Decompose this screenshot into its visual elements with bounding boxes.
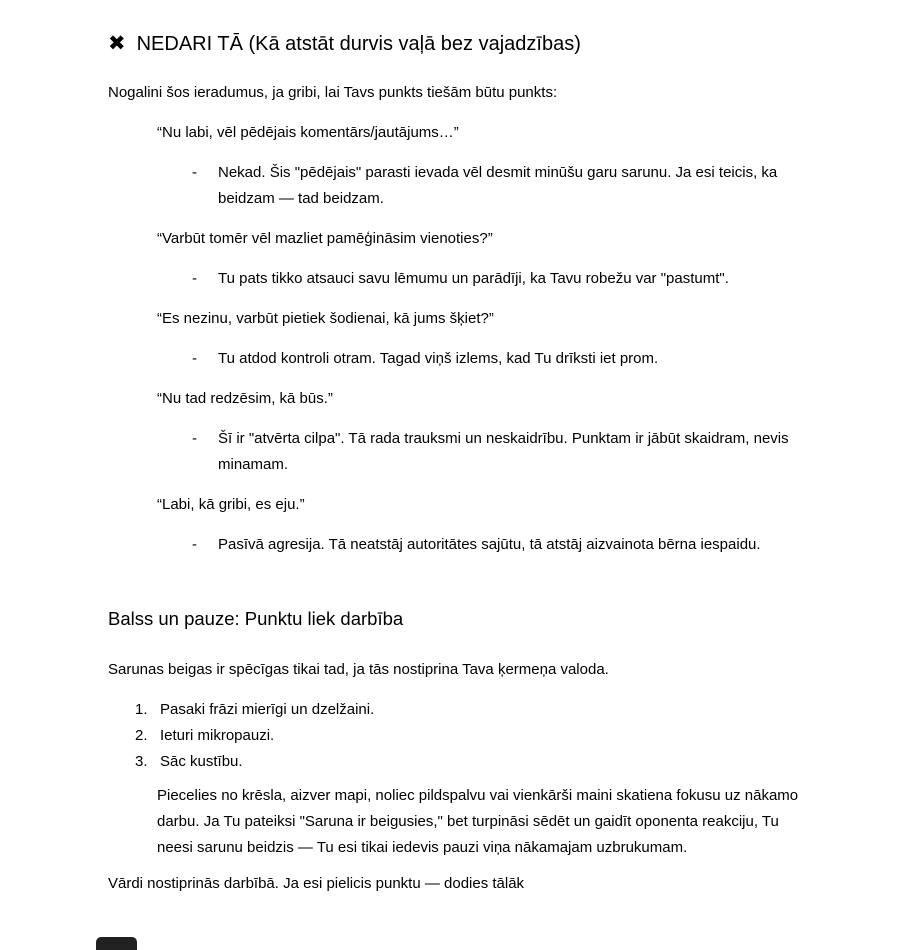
habit-rebuttal-text: Pasīvā agresija. Tā neatstāj autoritātes sajūtu, tā atstāj aizvainota bērna iespaidu. xyxy=(218,536,761,553)
step-list-item xyxy=(108,697,880,723)
step-text: Ieturi mikropauzi. xyxy=(160,727,275,744)
step-list-item xyxy=(108,749,880,775)
habit-rebuttal-text: Tu atdod kontroli otram. Tagad viņš izlems, kad Tu drīksti iet prom. xyxy=(218,350,659,367)
body2-intro-paragraph: Sarunas beigas ir spēcīgas tikai tad, ja tās nostiprina Tava ķermeņa valoda. xyxy=(108,661,609,678)
section-heading-nedari-ta xyxy=(108,32,880,56)
habit-quote: “Nu labi, vēl pēdējais komentārs/jautājums…” xyxy=(157,124,459,141)
habit-rebuttal-text: Šī ir "atvērta cilpa". Tā rada trauksmi un neskaidrību. Punktam ir jābūt skaidram, nevis minamam. xyxy=(218,430,789,473)
closing-paragraph: Vārdi nostiprinās darbībā. Ja esi pielicis punktu — dodies tālāk xyxy=(108,875,525,892)
habit-rebuttal-text: Tu pats tikko atsauci savu lēmumu un parādīji, ka Tavu robežu var "pastumt". xyxy=(218,270,729,287)
x-icon: ✖ xyxy=(108,32,126,55)
dash-bullet-marker: - xyxy=(192,536,197,553)
step-text: Sāc kustību. xyxy=(160,753,243,770)
habits-list xyxy=(108,120,880,558)
habit-quote: “Es nezinu, varbūt pietiek šodienai, kā jums šķiet?” xyxy=(157,310,494,327)
habit-rebuttal-row xyxy=(108,532,880,558)
step-number: 2. xyxy=(135,727,148,744)
steps-list xyxy=(108,697,880,775)
habit-rebuttal-row xyxy=(108,266,880,292)
dash-bullet-marker: - xyxy=(192,164,197,181)
section-heading-balss-un-pauze: Balss un pauze: Punktu liek darbība xyxy=(108,608,404,629)
habit-rebuttal-text: Nekad. Šis "pēdējais" parasti ievada vēl desmit minūšu garu sarunu. Ja esi teicis, ka beidzam — tad beidzam. xyxy=(218,164,778,207)
habit-rebuttal-row xyxy=(108,346,880,372)
steps-detail-paragraph: Piecelies no krēsla, aizver mapi, noliec pildspalvu vai vienkārši maini skatiena fokusu uz nākamo darbu. Ja Tu pateiksi "Saruna ir beigusies," bet turpināsi sēdēt un gaidīt oponenta reakciju, Tu neesi sarunu beidzis — Tu esi tikai iedevis pauzi viņa nākamajam uzbrukumam. xyxy=(157,787,799,856)
step-list-item xyxy=(108,723,880,749)
step-number: 3. xyxy=(135,753,148,770)
section-heading-text: NEDARI TĀ (Kā atstāt durvis vaļā bez vajadzības) xyxy=(136,33,581,55)
intro-paragraph: Nogalini šos ieradumus, ja gribi, lai Tavs punkts tiešām būtu punkts: xyxy=(108,84,558,101)
dash-bullet-marker: - xyxy=(192,430,197,447)
habit-rebuttal-row xyxy=(108,160,880,212)
dash-bullet-marker: - xyxy=(192,270,197,287)
dash-bullet-marker: - xyxy=(192,350,197,367)
cut-off-dark-block xyxy=(96,937,137,950)
habit-quote: “Labi, kā gribi, es eju.” xyxy=(157,496,305,513)
document-body xyxy=(108,28,880,897)
habit-quote: “Nu tad redzēsim, kā būs.” xyxy=(157,390,333,407)
step-text: Pasaki frāzi mierīgi un dzelžaini. xyxy=(160,701,375,718)
step-number: 1. xyxy=(135,701,148,718)
habit-quote: “Varbūt tomēr vēl mazliet pamēģināsim vienoties?” xyxy=(157,230,493,247)
habit-rebuttal-row xyxy=(108,426,880,478)
